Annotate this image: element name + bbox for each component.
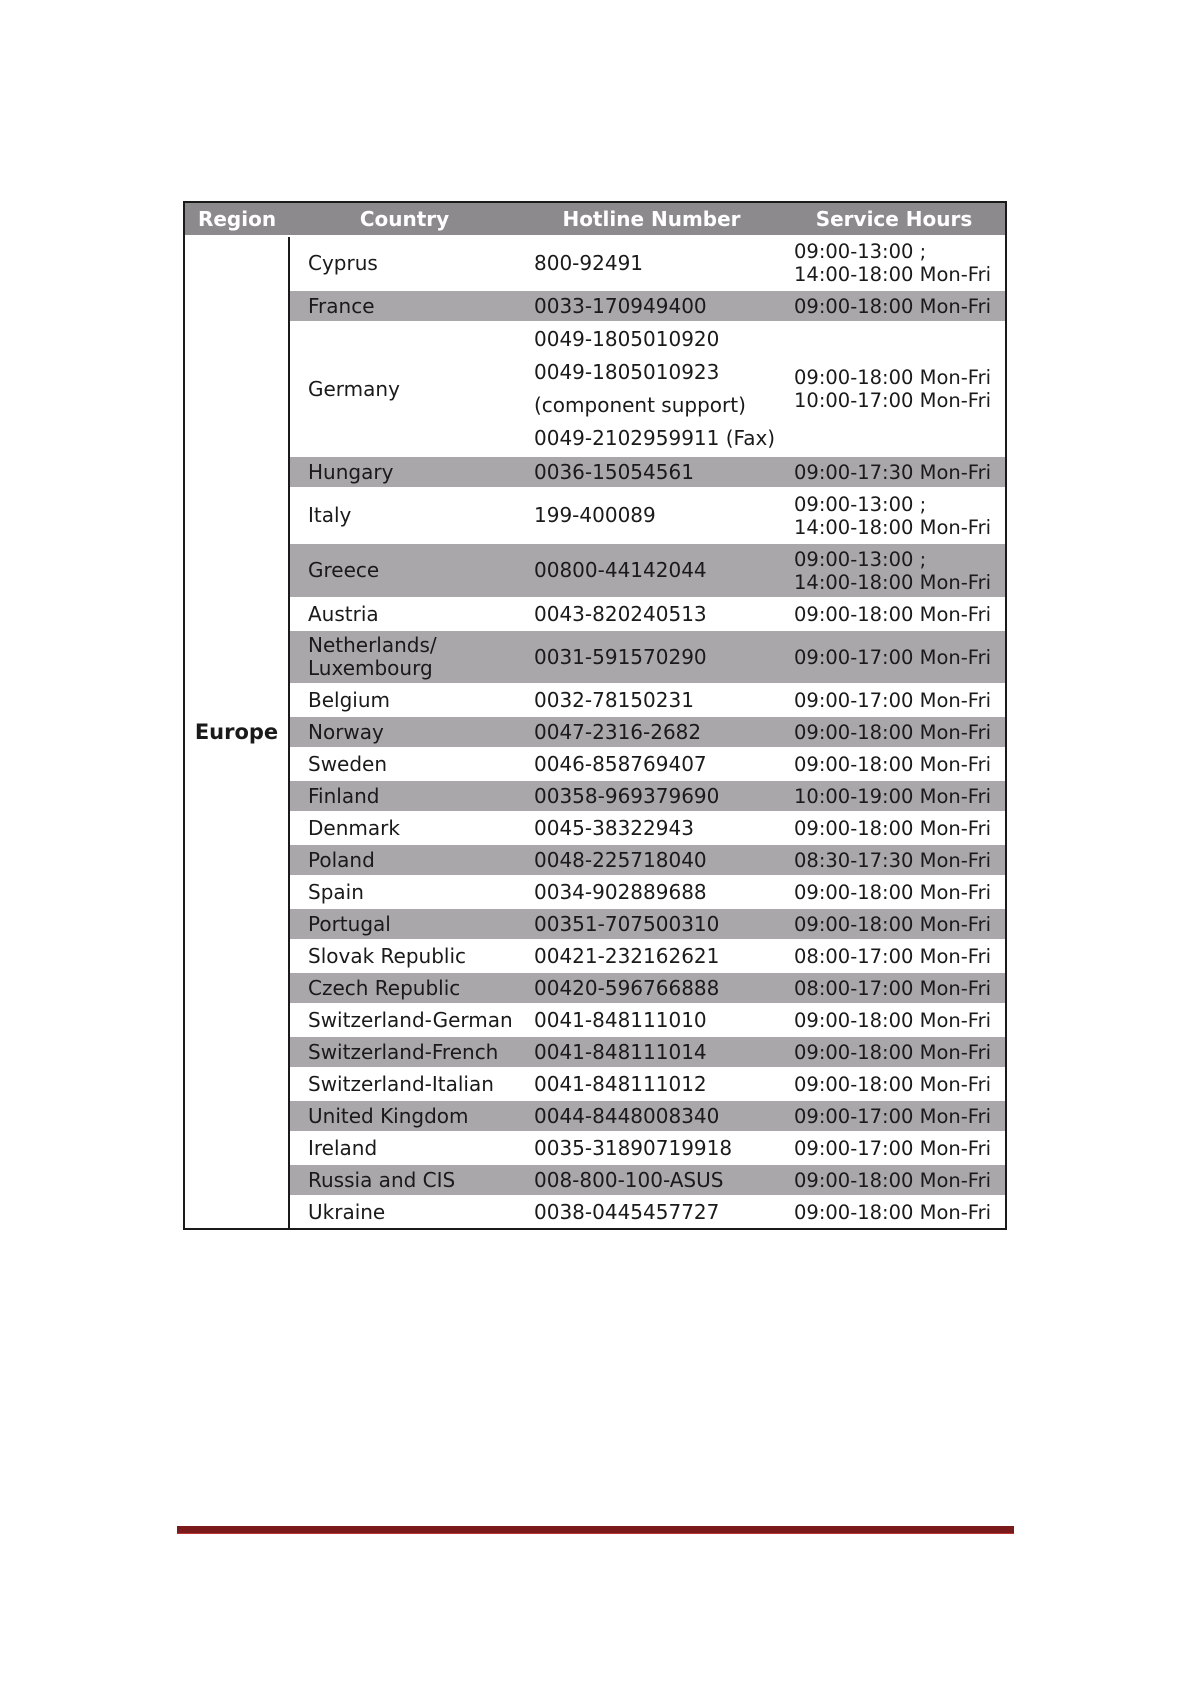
service-hours-cell-line: 09:00-18:00 Mon-Fri: [794, 720, 992, 744]
country-cell-line: United Kingdom: [308, 1103, 469, 1128]
country-cell: [289, 543, 520, 598]
country-cell-line: Norway: [308, 719, 384, 744]
table-row: [185, 598, 1005, 630]
table-row: [185, 456, 1005, 488]
hotline-cell: [520, 488, 783, 543]
country-cell-line: Russia and CIS: [308, 1167, 456, 1192]
hotline-cell-line: 0049-1805010923: [534, 360, 720, 384]
table-row: [185, 748, 1005, 780]
service-hours-cell-line: 14:00-18:00 Mon-Fri: [794, 570, 992, 594]
service-hours-cell: [783, 940, 1005, 972]
hotline-cell-line: 0041-848111012: [534, 1071, 707, 1096]
service-hours-cell: [783, 290, 1005, 322]
country-cell-line: Austria: [308, 601, 379, 626]
service-hours-cell: [783, 812, 1005, 844]
table-header-row: [185, 203, 1005, 236]
table-row: [185, 236, 1005, 290]
table-row: [185, 1164, 1005, 1196]
service-hours-cell-line: 09:00-18:00 Mon-Fri: [794, 912, 992, 936]
country-cell-line: Italy: [308, 503, 352, 527]
country-cell-line: Denmark: [308, 815, 400, 840]
country-cell: [289, 940, 520, 972]
service-hours-cell-line: 09:00-17:00 Mon-Fri: [794, 1136, 992, 1160]
service-hours-cell: [783, 543, 1005, 598]
country-cell: [289, 1068, 520, 1100]
hotline-cell-line: 0041-848111014: [534, 1039, 707, 1064]
hotline-cell: [520, 780, 783, 812]
service-hours-cell: [783, 1132, 1005, 1164]
hotline-cell: [520, 290, 783, 322]
country-cell: [289, 876, 520, 908]
hotline-cell: [520, 684, 783, 716]
service-hours-cell: [783, 630, 1005, 684]
country-cell: [289, 844, 520, 876]
header-hotline-number: Hotline Number: [520, 203, 783, 236]
service-hours-cell-line: 09:00-18:00 Mon-Fri: [794, 816, 992, 840]
service-hours-cell-line: 09:00-18:00 Mon-Fri: [794, 1008, 992, 1032]
service-hours-cell-line: 08:30-17:30 Mon-Fri: [794, 848, 992, 872]
hotline-cell-line: 0043-820240513: [534, 601, 707, 626]
country-cell-line: Slovak Republic: [308, 943, 466, 968]
country-cell-line: Netherlands/: [308, 633, 437, 657]
country-cell-line: Belgium: [308, 687, 390, 712]
service-hours-cell: [783, 322, 1005, 456]
table-row: [185, 1036, 1005, 1068]
service-hours-cell: [783, 1100, 1005, 1132]
service-hours-cell-line: 09:00-18:00 Mon-Fri: [794, 1040, 992, 1064]
table-row: [185, 684, 1005, 716]
country-cell-line: Greece: [308, 558, 380, 582]
country-cell-line: Finland: [308, 783, 380, 808]
table-row: [185, 876, 1005, 908]
country-cell-line: Luxembourg: [308, 656, 433, 680]
hotline-cell: [520, 1196, 783, 1228]
country-cell-line: Sweden: [308, 751, 388, 776]
service-hours-cell-line: 10:00-17:00 Mon-Fri: [794, 389, 992, 412]
service-hours-cell: [783, 684, 1005, 716]
service-hours-cell-line: 09:00-18:00 Mon-Fri: [794, 752, 992, 776]
service-hours-cell-line: 10:00-19:00 Mon-Fri: [794, 784, 992, 808]
hotline-cell: [520, 236, 783, 290]
table-row: [185, 1132, 1005, 1164]
service-hours-cell: [783, 456, 1005, 488]
service-hours-cell-line: 09:00-17:00 Mon-Fri: [794, 1104, 992, 1128]
hotline-cell: [520, 543, 783, 598]
hotline-cell: [520, 1100, 783, 1132]
service-hours-cell: [783, 1068, 1005, 1100]
hotline-cell: [520, 1036, 783, 1068]
country-cell: [289, 684, 520, 716]
header-country: Country: [289, 203, 520, 236]
table-row: [185, 812, 1005, 844]
country-cell: [289, 1164, 520, 1196]
hotline-cell-line: 0044-8448008340: [534, 1103, 720, 1128]
service-hours-cell-line: 09:00-18:00 Mon-Fri: [794, 1168, 992, 1192]
table-row: [185, 1004, 1005, 1036]
country-cell: [289, 1100, 520, 1132]
hotline-cell: [520, 876, 783, 908]
hotline-cell-line: 00420-596766888: [534, 975, 720, 1000]
service-hours-cell: [783, 598, 1005, 630]
table-body: [185, 236, 1005, 1228]
country-cell: [289, 630, 520, 684]
table-row: [185, 972, 1005, 1004]
country-cell: [289, 812, 520, 844]
country-cell-line: Czech Republic: [308, 975, 461, 1000]
hotline-cell-line: 0048-225718040: [534, 847, 707, 872]
hotline-cell-line: 00800-44142044: [534, 558, 707, 582]
hotline-cell-line: (component support): [534, 393, 746, 417]
hotline-cell: [520, 630, 783, 684]
table-row: [185, 488, 1005, 543]
hotline-cell-line: 0036-15054561: [534, 459, 694, 484]
hotline-cell-line: 00351-707500310: [534, 911, 720, 936]
hotline-cell-line: 0038-0445457727: [534, 1200, 720, 1224]
service-hours-cell-line: 09:00-13:00 ;: [794, 492, 927, 516]
hotline-cell: [520, 812, 783, 844]
hotline-cell: [520, 716, 783, 748]
service-hours-cell-line: 09:00-17:00 Mon-Fri: [794, 645, 992, 669]
country-cell: [289, 1196, 520, 1228]
hotline-cell-line: 008-800-100-ASUS: [534, 1167, 724, 1192]
hotline-cell: [520, 844, 783, 876]
service-hours-cell: [783, 716, 1005, 748]
service-hours-cell-line: 08:00-17:00 Mon-Fri: [794, 944, 992, 968]
table-row: [185, 908, 1005, 940]
service-hours-cell-line: 09:00-18:00 Mon-Fri: [794, 294, 992, 318]
hotline-cell-line: 0035-31890719918: [534, 1135, 733, 1160]
service-hours-cell-line: 14:00-18:00 Mon-Fri: [794, 515, 992, 539]
country-cell: [289, 598, 520, 630]
hotline-cell: [520, 1132, 783, 1164]
hotline-cell-line: 0041-848111010: [534, 1007, 707, 1032]
country-cell: [289, 1132, 520, 1164]
hotline-cell-line: 0032-78150231: [534, 687, 694, 712]
service-hours-cell-line: 09:00-13:00 ;: [794, 547, 927, 571]
country-cell: [289, 236, 520, 290]
country-cell: [289, 748, 520, 780]
hotline-cell-line: 0047-2316-2682: [534, 719, 702, 744]
country-cell-line: Switzerland-Italian: [308, 1071, 494, 1096]
country-cell: [289, 972, 520, 1004]
service-hours-cell: [783, 1164, 1005, 1196]
service-hours-cell-line: 09:00-17:00 Mon-Fri: [794, 688, 992, 712]
country-cell-line: France: [308, 293, 375, 318]
hotline-cell: [520, 748, 783, 780]
hotline-cell-line: 0033-170949400: [534, 293, 707, 318]
service-hours-cell: [783, 972, 1005, 1004]
hotline-cell-line: 199-400089: [534, 503, 656, 527]
service-hours-cell-line: 09:00-18:00 Mon-Fri: [794, 602, 992, 626]
header-region: Region: [185, 203, 289, 236]
country-cell-line: Hungary: [308, 459, 394, 484]
service-hours-cell-line: 09:00-13:00 ;: [794, 240, 927, 263]
table-row: [185, 1196, 1005, 1228]
table-row: [185, 1100, 1005, 1132]
hotline-cell-line: 00421-232162621: [534, 943, 720, 968]
hotline-cell: [520, 598, 783, 630]
hotline-cell-line: 0031-591570290: [534, 644, 707, 669]
table-row: [185, 543, 1005, 598]
country-cell: [289, 1004, 520, 1036]
support-hotline-table: [183, 201, 1007, 1230]
table-row: [185, 630, 1005, 684]
service-hours-cell: [783, 1196, 1005, 1228]
table-row: [185, 716, 1005, 748]
service-hours-cell: [783, 876, 1005, 908]
table-row: [185, 844, 1005, 876]
service-hours-cell-line: 09:00-18:00 Mon-Fri: [794, 1072, 992, 1096]
country-cell: [289, 290, 520, 322]
country-cell-line: Cyprus: [308, 250, 378, 275]
hotline-cell: [520, 322, 783, 456]
hotline-cell: [520, 1004, 783, 1036]
country-cell: [289, 1036, 520, 1068]
service-hours-cell-line: 09:00-18:00 Mon-Fri: [794, 1201, 992, 1224]
hotline-cell: [520, 908, 783, 940]
table-row: [185, 780, 1005, 812]
hotline-cell-line: 0034-902889688: [534, 879, 707, 904]
country-cell: [289, 908, 520, 940]
service-hours-cell: [783, 748, 1005, 780]
hotline-cell-line: 00358-969379690: [534, 783, 720, 808]
hotline-cell-line: 0049-1805010920: [534, 327, 720, 351]
table-row: [185, 290, 1005, 322]
hotline-cell-line: 0049-2102959911 (Fax): [534, 426, 776, 450]
service-hours-cell: [783, 488, 1005, 543]
country-cell: [289, 716, 520, 748]
hotline-cell: [520, 456, 783, 488]
hotline-cell-line: 0046-858769407: [534, 751, 707, 776]
table-row: [185, 940, 1005, 972]
service-hours-cell-line: 09:00-18:00 Mon-Fri: [794, 880, 992, 904]
country-cell-line: Portugal: [308, 911, 391, 936]
service-hours-cell-line: 08:00-17:00 Mon-Fri: [794, 976, 992, 1000]
hotline-cell: [520, 972, 783, 1004]
table-row: [185, 1068, 1005, 1100]
service-hours-cell: [783, 1036, 1005, 1068]
country-cell: [289, 322, 520, 456]
service-hours-cell-line: 14:00-18:00 Mon-Fri: [794, 263, 992, 286]
service-hours-cell-line: 09:00-17:30 Mon-Fri: [794, 460, 992, 484]
service-hours-cell: [783, 844, 1005, 876]
country-cell-line: Ukraine: [308, 1200, 386, 1224]
hotline-cell: [520, 1068, 783, 1100]
hotline-cell: [520, 1164, 783, 1196]
country-cell-line: Germany: [308, 376, 400, 401]
service-hours-cell: [783, 236, 1005, 290]
country-cell: [289, 488, 520, 543]
country-cell: [289, 780, 520, 812]
country-cell: [289, 456, 520, 488]
country-cell-line: Spain: [308, 879, 364, 904]
hotline-cell-line: 800-92491: [534, 250, 644, 275]
service-hours-cell-line: 09:00-18:00 Mon-Fri: [794, 366, 992, 389]
header-service-hours: Service Hours: [783, 203, 1005, 236]
country-cell-line: Ireland: [308, 1135, 378, 1160]
hotline-cell: [520, 940, 783, 972]
country-cell-line: Switzerland-French: [308, 1039, 499, 1064]
table-row: [185, 322, 1005, 456]
service-hours-cell: [783, 1004, 1005, 1036]
service-hours-cell: [783, 908, 1005, 940]
footer-rule: [177, 1526, 1014, 1534]
country-cell-line: Poland: [308, 847, 375, 872]
hotline-cell-line: 0045-38322943: [534, 815, 694, 840]
region-cell: Europe: [185, 236, 289, 1228]
country-cell-line: Switzerland-German: [308, 1007, 513, 1032]
service-hours-cell: [783, 780, 1005, 812]
